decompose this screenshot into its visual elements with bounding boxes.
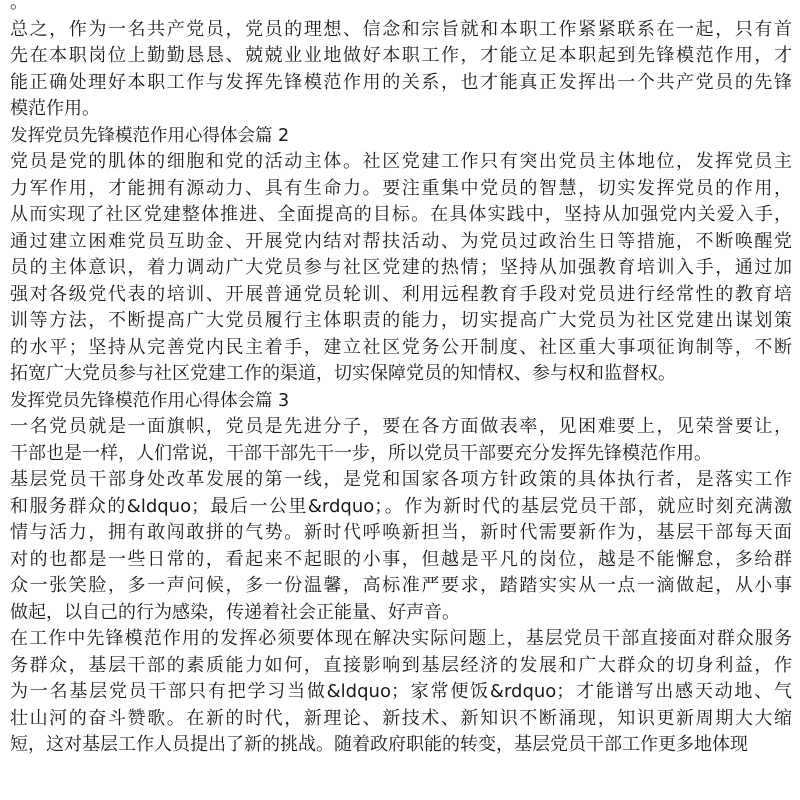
paragraph-line: 训等方法，不断提高广大党员履行主体职责的能力，切实提高广大党员为社区党建出谋划策 — [10, 310, 792, 331]
paragraph-line: 先在本职岗位上勤勤恳恳、兢兢业业地做好本职工作，才能立足本职起到先锋模范作用，才 — [10, 45, 792, 66]
paragraph-line: 总之，作为一名共产党员，党员的理想、信念和宗旨就和本职工作紧紧联系在一起，只有首 — [10, 18, 792, 40]
paragraph-line: 党员是党的肌体的细胞和党的活动主体。社区党建工作只有突出党员主体地位，发挥党员主 — [10, 151, 792, 172]
paragraph-line: 拓宽广大党员参与社区党建工作的渠道，切实保障党员的知情权、参与权和监督权。 — [10, 363, 676, 384]
paragraph-line: 一名党员就是一面旗帜，党员是先进分子，要在各方面做表率，见困难要上，见荣誉要让， — [10, 416, 792, 437]
paragraph-line: 。 — [10, 0, 28, 13]
paragraph-line: 员的主体意识，着力调动广大党员参与社区党建的热情；坚持从加强教育培训入手，通过加 — [10, 257, 792, 278]
paragraph-line: 能正确处理好本职工作与发挥先锋模范作用的关系，也才能真正发挥出一个共产党员的先锋 — [10, 71, 792, 93]
paragraph-line: 强对各级党代表的培训、开展普通党员轮训、利用远程教育手段对党员进行经常性的教育培 — [10, 283, 792, 305]
paragraph-line: 从而实现了社区党建整体推进、全面提高的目标。在具体实践中，坚持从加强党内关爱入手， — [10, 204, 792, 225]
paragraph-line: 的水平；坚持从完善党内民主着手，建立社区党务公开制度、社区重大事项征询制等，不断 — [10, 336, 792, 358]
section-heading: 发挥党员先锋模范作用心得体会篇 3 — [10, 390, 290, 411]
paragraph-line: 情与活力，拥有敢闯敢拼的气势。新时代呼唤新担当，新时代需要新作为，基层干部每天面 — [10, 522, 792, 543]
paragraph-line: 做起，以自己的行为感染，传递着社会正能量、好声音。 — [10, 601, 460, 623]
paragraph-line: 务群众，基层干部的素质能力如何，直接影响到基层经济的发展和广大群众的切身利益，作 — [10, 654, 792, 676]
paragraph-line: 为一名基层党员干部只有把学习当做&ldquo；家常便饭&rdquo；才能谱写出感天动地、气 — [10, 681, 792, 702]
paragraph-line: 基层党员干部身处改革发展的第一线，是党和国家各项方针政策的具体执行者，是落实工作 — [10, 469, 792, 490]
section-heading: 发挥党员先锋模范作用心得体会篇 2 — [10, 125, 290, 146]
paragraph-line: 干部也是一样，人们常说，干部干部先干一步，所以党员干部要充分发挥先锋模范作用。 — [10, 442, 712, 464]
paragraph-line: 众一张笑脸，多一声问候，多一份温馨，高标准严要求，踏踏实实从一点一滴做起，从小事 — [10, 575, 792, 596]
paragraph-line: 短，这对基层工作人员提出了新的挑战。随着政府职能的转变，基层党员干部工作更多地体现 — [10, 734, 748, 755]
paragraph-line: 模范作用。 — [10, 98, 100, 119]
paragraph-line: 和服务群众的&ldquo；最后一公里&rdquo；。作为新时代的基层党员干部，就应时刻充满激 — [10, 495, 792, 517]
paragraph-line: 壮山河的奋斗赞歌。在新的时代，新理论、新技术、新知识不断涌现，知识更新周期大大缩 — [10, 707, 792, 729]
paragraph-line: 在工作中先锋模范作用的发挥必须要体现在解决实际问题上，基层党员干部直接面对群众服务 — [10, 628, 792, 649]
paragraph-line: 通过建立困难党员互助金、开展党内结对帮扶活动、为党员过政治生日等措施，不断唤醒党 — [10, 230, 792, 252]
paragraph-line: 对的也都是一些日常的，看起来不起眼的小事，但越是平凡的岗位，越是不能懈怠，多给群 — [10, 548, 792, 570]
paragraph-line: 力军作用，才能拥有源动力、具有生命力。要注重集中党员的智慧，切实发挥党员的作用， — [10, 177, 792, 199]
